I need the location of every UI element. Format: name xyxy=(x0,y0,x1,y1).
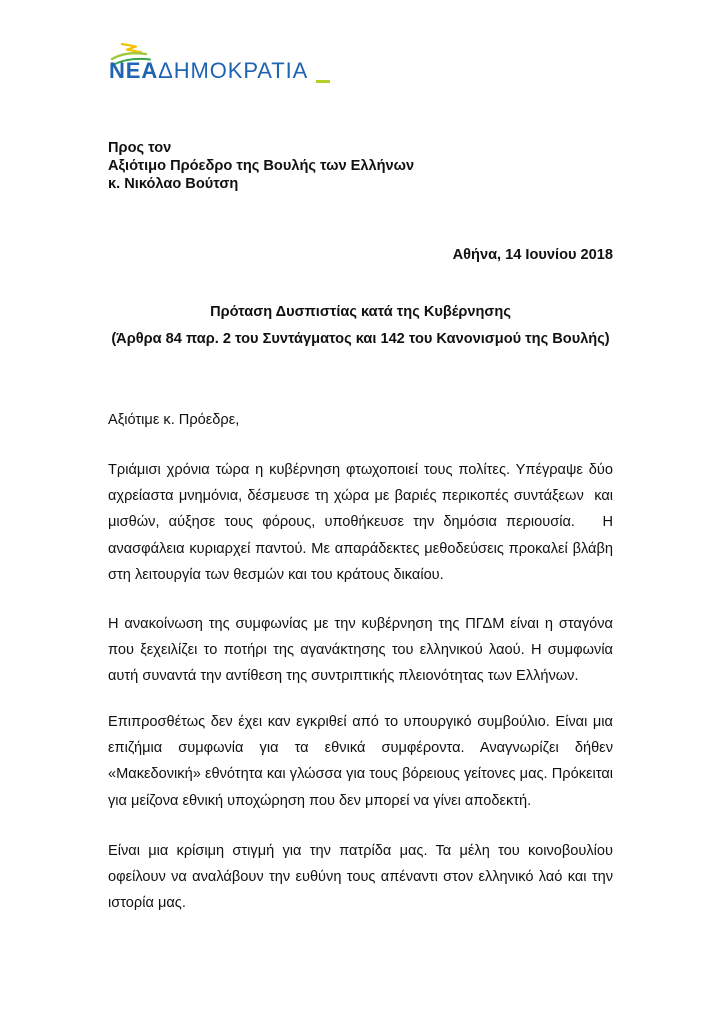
paragraph-line: για μείζονα εθνική υποχώρηση που δεν μπορεί να γίνει αποδεκτή. xyxy=(108,792,532,809)
paragraph-line: ανασφάλεια κυριαρχεί παντού. Με απαράδεκτες μεθοδεύσεις προκαλεί βλάβη xyxy=(108,540,613,557)
paragraph-line: επιζήμια συμφωνία για τα εθνικά συμφέροντα. Αναγνωρίζει δήθεν xyxy=(108,740,613,757)
body-paragraph xyxy=(108,457,613,588)
paragraph-line: ιστορία μας. xyxy=(108,895,186,912)
recipient-block xyxy=(108,139,613,193)
body-paragraph xyxy=(108,611,613,690)
party-logo xyxy=(108,38,340,88)
recipient-line: Προς τον xyxy=(108,140,172,156)
salutation: Αξιότιμε κ. Πρόεδρε, xyxy=(108,412,240,428)
letter-date: Αθήνα, 14 Ιουνίου 2018 xyxy=(452,247,613,263)
paragraph-line: αυτή συναντά την αντίθεση της συντριπτικής πλειονότητας των Ελλήνων. xyxy=(108,668,579,685)
logo-underscore-mark xyxy=(316,80,330,83)
paragraph-line: οφείλουν να αναλάβουν την ευθύνη τους απέναντι στον ελληνικό λαό και την xyxy=(108,869,613,886)
paragraph-line: Η ανακοίνωση της συμφωνίας με την κυβέρνηση της ΠΓΔΜ είναι η σταγόνα xyxy=(108,616,613,632)
recipient-line: κ. Νικόλαο Βούτση xyxy=(108,176,239,192)
recipient-line: Αξιότιμο Πρόεδρο της Βουλής των Ελλήνων xyxy=(108,158,415,174)
logo-word-dimokratia: ΔΗΜΟΚΡΑΤΙΑ xyxy=(158,58,309,83)
paragraph-line: αχρείαστα μνημόνια, δέσμευσε τη χώρα με βαριές περικοπές συντάξεων και xyxy=(108,488,613,505)
paragraph-line: «Μακεδονική» εθνότητα και γλώσσα για τους βόρειους γείτονες μας. Πρόκειται xyxy=(108,766,613,783)
paragraph-line: Είναι μια κρίσιμη στιγμή για την πατρίδα μας. Τα μέλη του κοινοβουλίου xyxy=(108,843,613,859)
logo-wordmark xyxy=(109,59,308,83)
paragraph-line: στη λειτουργία των θεσμών και του κράτους δικαίου. xyxy=(108,566,444,583)
paragraph-line: μισθών, αύξησε τους φόρους, υποθήκευσε την δημόσια περιουσία. Η xyxy=(108,514,613,531)
paragraph-line: που ξεχειλίζει το ποτήρι της αγανάκτησης του ελληνικού λαού. Η συμφωνία xyxy=(108,642,613,659)
subject-subtitle: (Άρθρα 84 παρ. 2 του Συντάγματος και 142 του Κανονισμού της Βουλής) xyxy=(111,331,610,347)
logo-word-nea: ΝΕΑ xyxy=(109,58,159,83)
body-paragraph xyxy=(108,838,613,917)
body-paragraph xyxy=(108,709,613,814)
paragraph-line: Τριάμισι χρόνια τώρα η κυβέρνηση φτωχοποιεί τους πολίτες. Υπέγραψε δύο xyxy=(108,462,613,478)
paragraph-line: Επιπροσθέτως δεν έχει καν εγκριθεί από το υπουργικό συμβούλιο. Είναι μια xyxy=(108,714,613,730)
subject-title: Πρόταση Δυσπιστίας κατά της Κυβέρνησης xyxy=(210,304,511,320)
